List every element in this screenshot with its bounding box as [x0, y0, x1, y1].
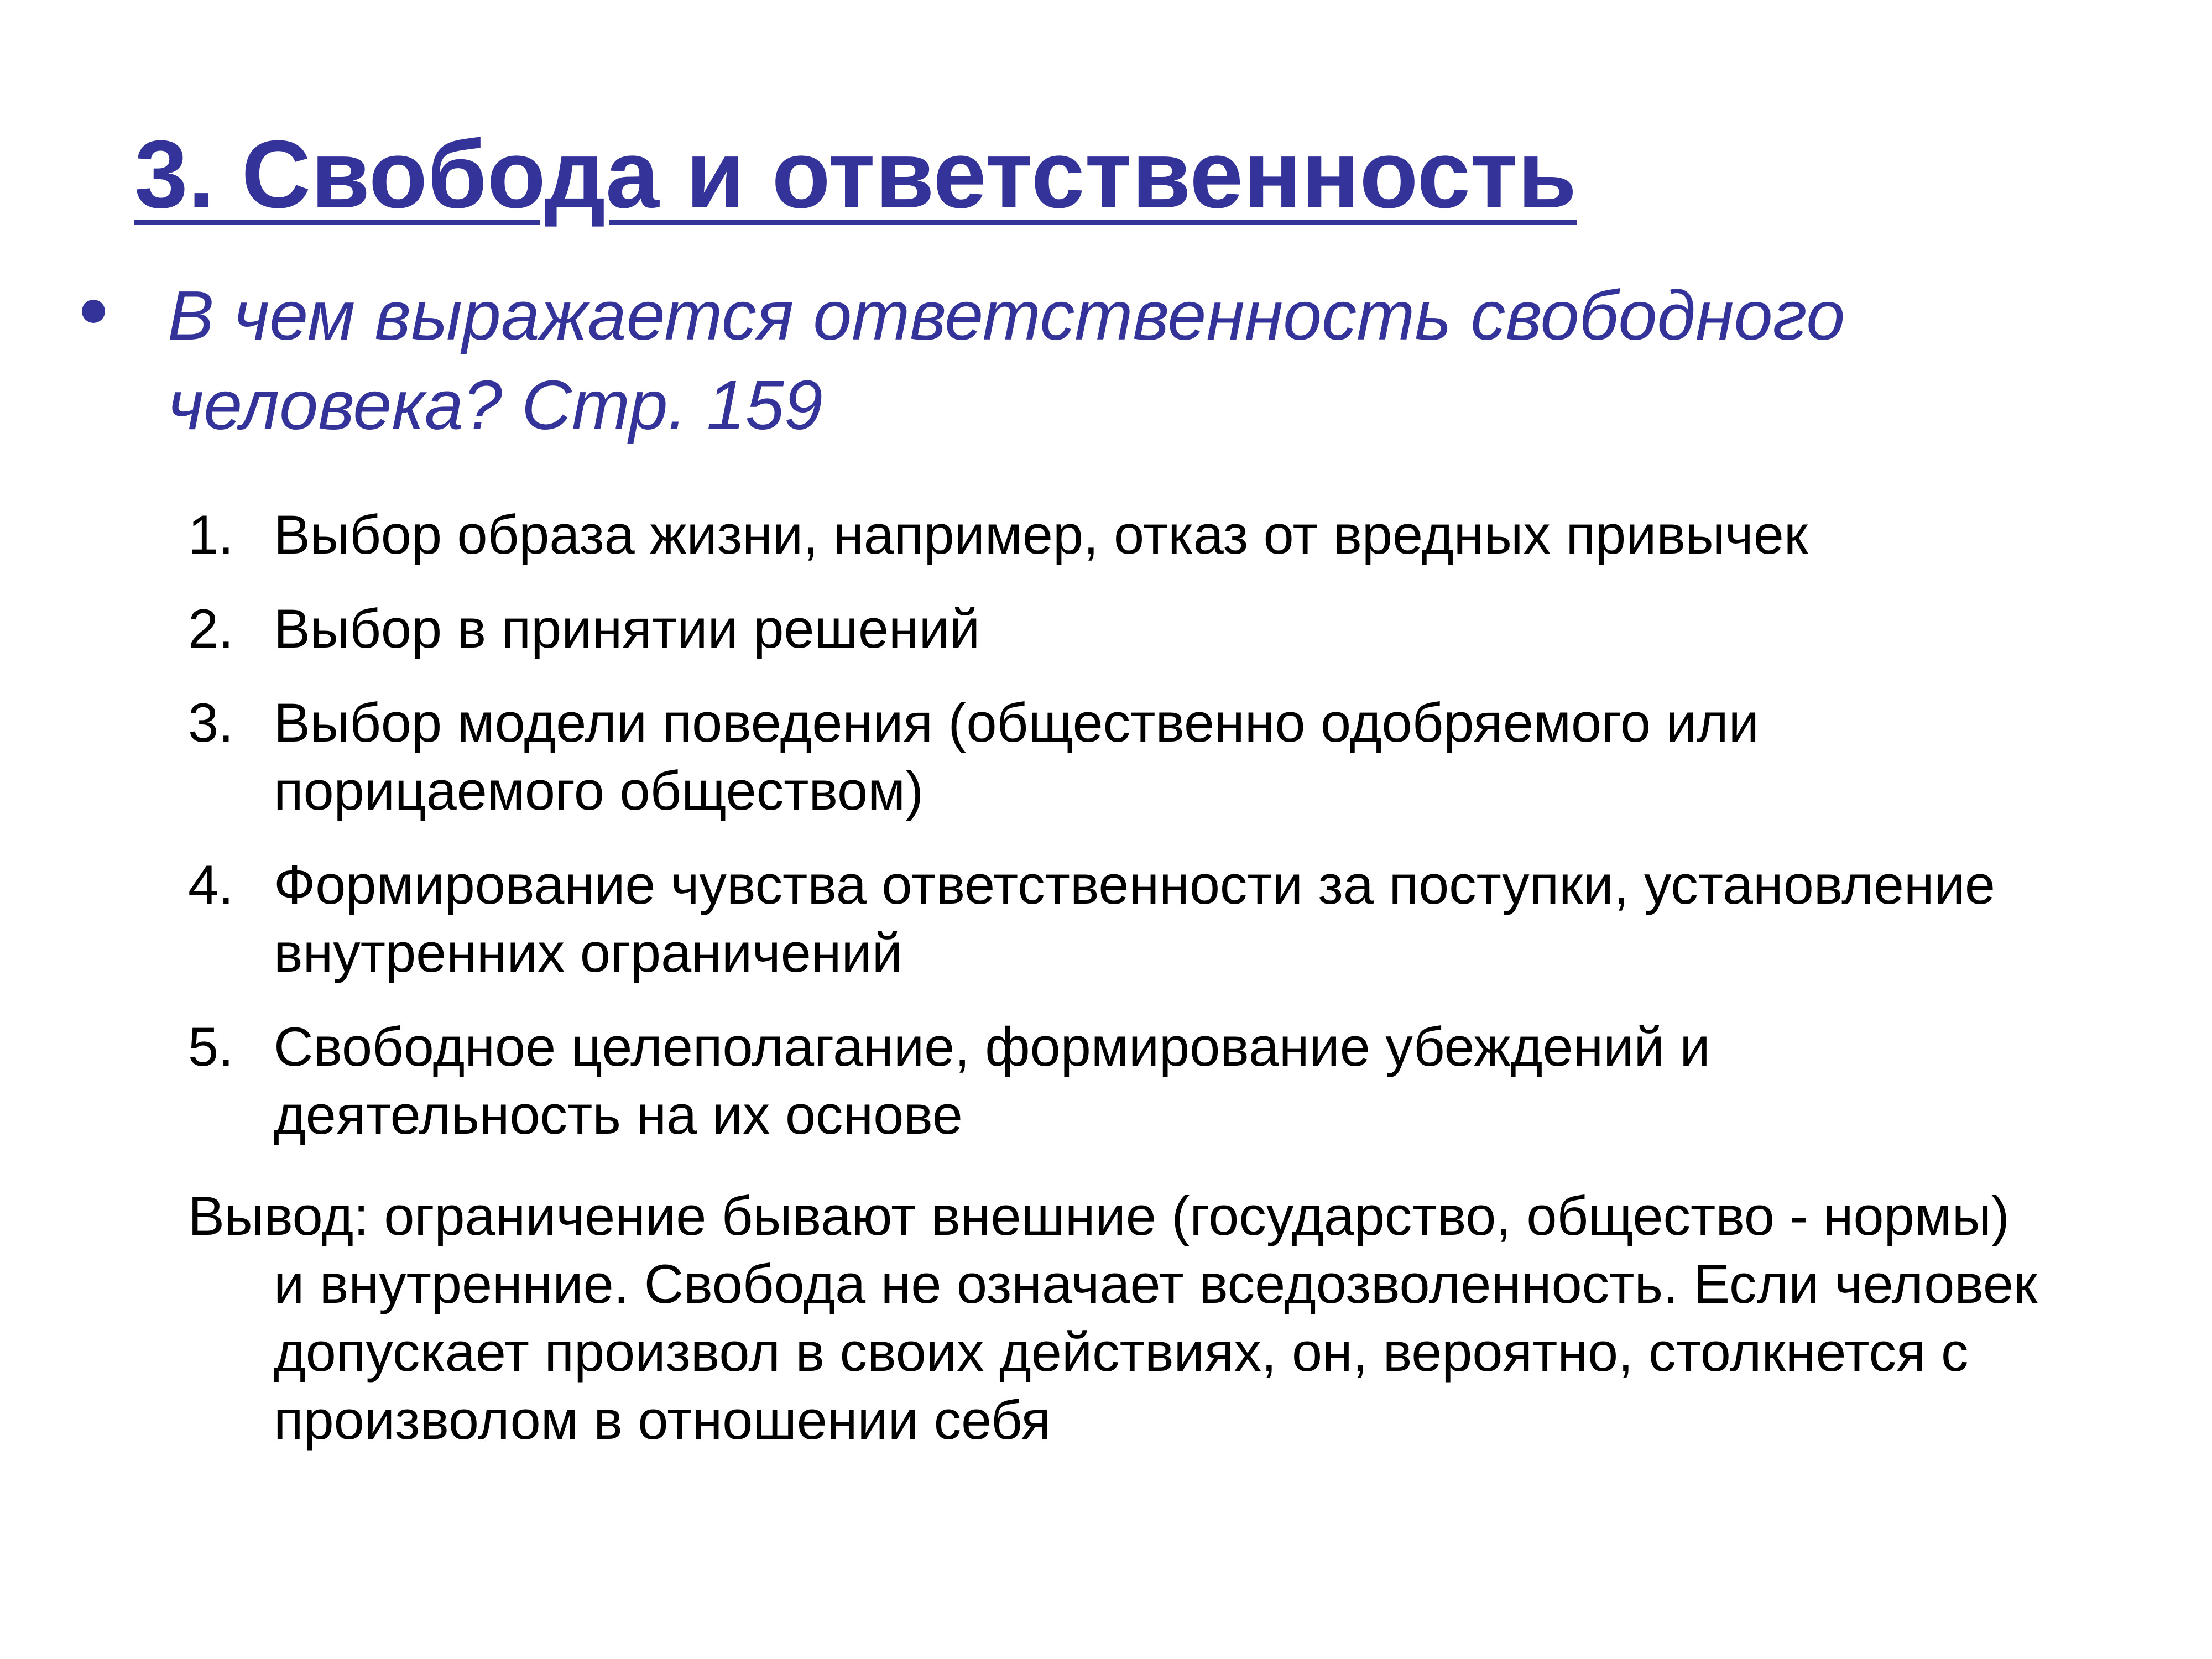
list-item: [188, 594, 2068, 662]
conclusion-text: Вывод: ограничение бывают внешние (государство, общество - нормы) и внутренние. Свобода не означает вседозволенность. Если человек допускает произвол в своих действиях, он, вероятно, столкнется с произволом в отношении себя: [188, 1185, 2038, 1451]
bullet-dot-icon: [82, 300, 105, 323]
list-item: [188, 851, 2068, 987]
list-item-number: 4.: [188, 854, 234, 915]
list-item-number: 2.: [188, 598, 234, 659]
slide-title: 3. Свобода и ответственность: [134, 120, 1577, 228]
list-item-text: Выбор модели поведения (общественно одобряемого или порицаемого обществом): [274, 692, 1759, 821]
list-item-text: Выбор образа жизни, например, отказ от вредных привычек: [274, 504, 1808, 565]
list-item: [188, 500, 2068, 568]
list-item-number: 3.: [188, 692, 234, 753]
list-item-text: Свободное целеполагание, формирование убеждений и деятельность на их основе: [274, 1016, 1710, 1145]
list-item-number: 1.: [188, 504, 234, 565]
list-item-number: 5.: [188, 1016, 234, 1077]
list-item: [188, 1013, 2068, 1149]
question-text: В чем выражается ответственность свободного человека? Стр. 159: [168, 276, 1845, 444]
list-item-text: Формирование чувства ответственности за поступки, установление внутренних ограничений: [274, 854, 1995, 983]
list-item-text: Выбор в принятии решений: [274, 598, 980, 659]
numbered-list: [188, 500, 2068, 1175]
list-item: [188, 688, 2068, 825]
